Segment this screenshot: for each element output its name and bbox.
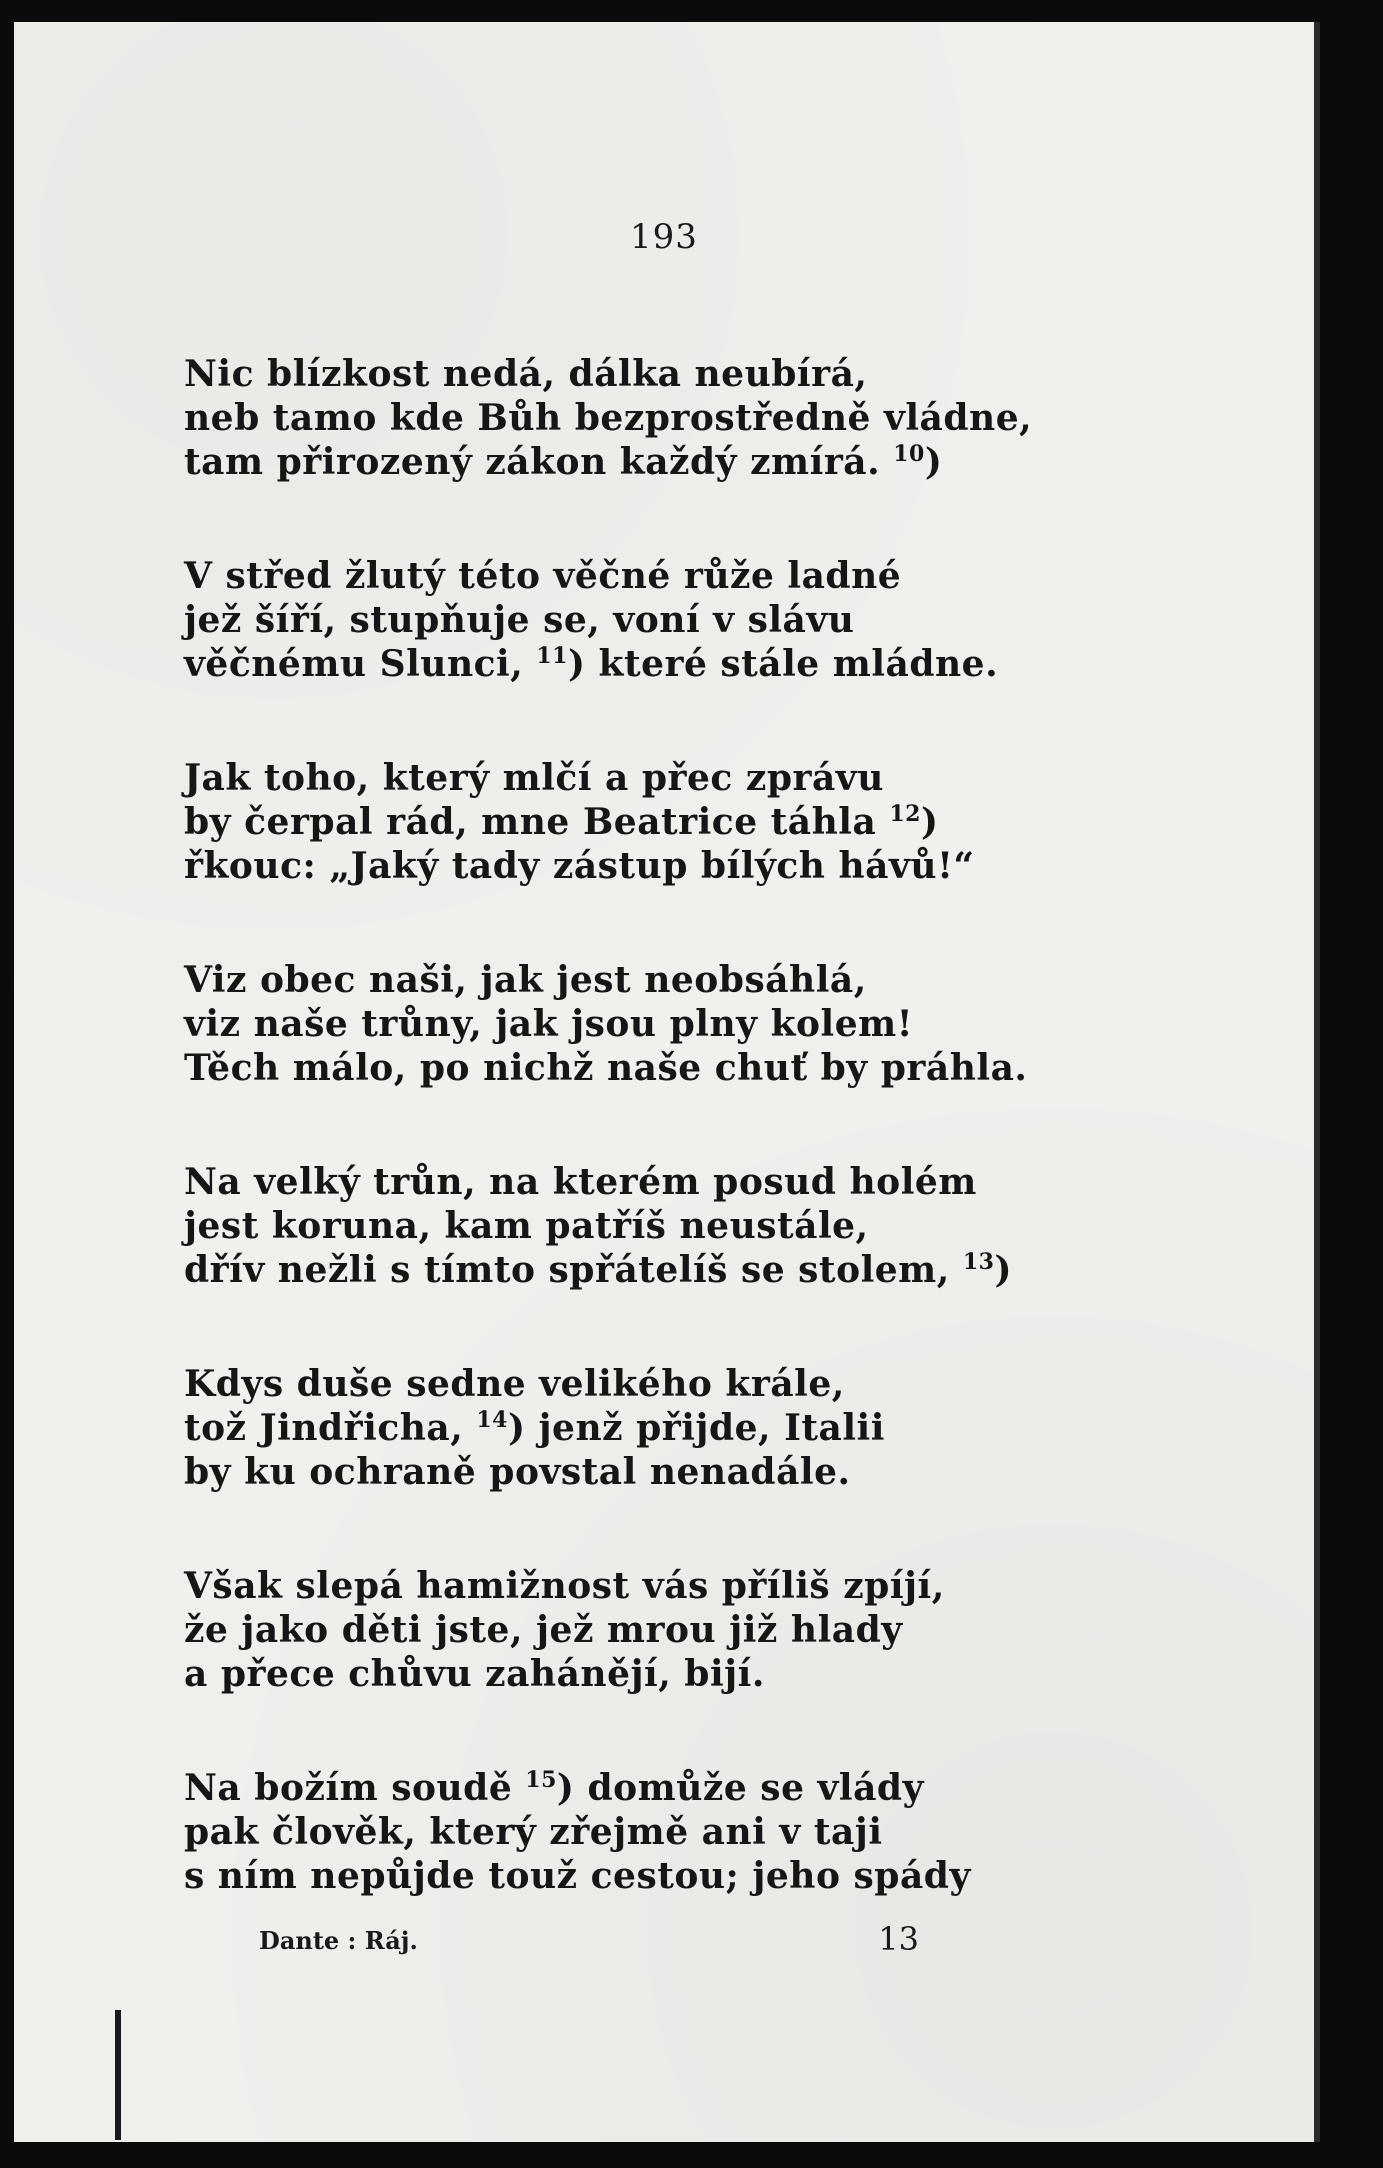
stanza-6 (184, 1362, 1234, 1494)
footnote-ref: 12 (889, 801, 921, 827)
poem (184, 352, 1234, 1968)
stanza-3 (184, 756, 1234, 888)
stanza-2 (184, 554, 1234, 686)
poem-line: a přece chůvu zahánějí, bijí. (184, 1653, 765, 1695)
stanza-1 (184, 352, 1234, 484)
stanza-5 (184, 1160, 1234, 1292)
poem-line: Na božím soudě $^{15}$) domůže se vlády (184, 1767, 925, 1809)
poem-line: dřív nežli s tímto spřátelíš se stolem, $^{13}$) (184, 1249, 1012, 1291)
poem-line: Na velký trůn, na kterém posud holém (184, 1161, 977, 1203)
stanza-7 (184, 1564, 1234, 1696)
poem-line: neb tamo kde Bůh bezprostředně vládne, (184, 397, 1033, 439)
footnote-ref: 10 (893, 441, 925, 467)
footnote-ref: 15 (525, 1767, 557, 1793)
signature-mark: Dante : Ráj. (259, 1926, 418, 1955)
poem-line: tam přirozený zákon každý zmírá. $^{10}$) (184, 441, 943, 483)
poem-line: Jak toho, který mlčí a přec zprávu (184, 757, 884, 799)
poem-line: Kdys duše sedne velikého krále, (184, 1363, 845, 1405)
sheet-number: 13 (878, 1920, 919, 1958)
poem-line: řkouc: „Jaký tady zástup bílých hávů!“ (184, 845, 975, 887)
stanza-8 (184, 1766, 1234, 1898)
poem-line: Nic blízkost nedá, dálka neubírá, (184, 353, 868, 395)
poem-line: Však slepá hamižnost vás příliš zpíjí, (184, 1565, 945, 1607)
poem-line: věčnému Slunci, $^{11}$) které stále mládne. (184, 643, 999, 685)
poem-line: Viz obec naši, jak jest neobsáhlá, (184, 959, 867, 1001)
poem-line: by čerpal rád, mne Beatrice táhla $^{12}$) (184, 801, 939, 843)
poem-line: s ním nepůjde touž cestou; jeho spády (184, 1855, 971, 1897)
poem-line: by ku ochraně povstal nenadále. (184, 1451, 851, 1493)
poem-line: jest koruna, kam patříš neustále, (184, 1205, 869, 1247)
page-number: 193 (630, 217, 698, 257)
stanza-4 (184, 958, 1234, 1090)
poem-line: tož Jindřicha, $^{14}$) jenž přijde, Italii (184, 1407, 885, 1449)
poem-line: že jako děti jste, jež mrou již hlady (184, 1609, 903, 1651)
poem-line: pak člověk, který zřejmě ani v taji (184, 1811, 883, 1853)
footnote-ref: 14 (476, 1407, 508, 1433)
footnote-ref: 11 (536, 643, 568, 669)
poem-line: Těch málo, po nichž naše chuť by práhla. (184, 1047, 1028, 1089)
poem-line: V střed žlutý této věčné růže ladné (184, 555, 902, 597)
poem-line: viz naše trůny, jak jsou plny kolem! (184, 1003, 913, 1045)
poem-line: jež šíří, stupňuje se, voní v slávu (184, 599, 855, 641)
book-page (14, 22, 1320, 2142)
binding-edge (115, 2010, 121, 2140)
footnote-ref: 13 (962, 1249, 995, 1275)
